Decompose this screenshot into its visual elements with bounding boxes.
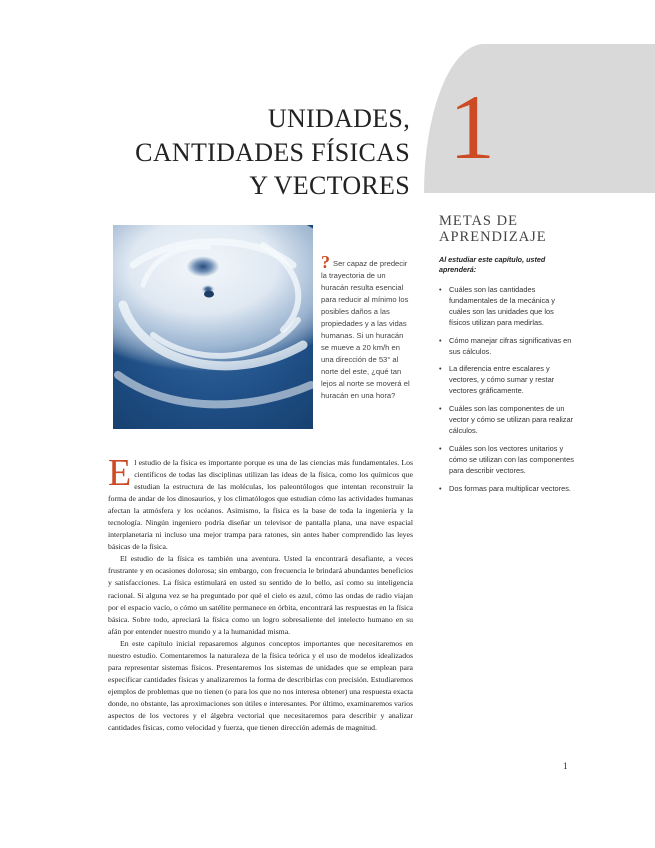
learning-goal-item <box>439 484 574 495</box>
learning-goal-text: Cómo manejar cifras significativas en sus cálculos. <box>449 335 572 356</box>
learning-goal-text: Dos formas para multiplicar vectores. <box>449 483 571 493</box>
bullet-icon: • <box>439 285 442 294</box>
page-number: 1 <box>563 761 568 771</box>
learning-goal-text: Cuáles son las cantidades fundamentales de la mecánica y cuáles son las unidades que los físicos utilizan para medirlas. <box>449 285 555 327</box>
body-paragraph <box>108 452 413 553</box>
learning-goal-item <box>439 285 574 329</box>
learning-goal-text: La diferencia entre escalares y vectores, y cómo sumar y restar vectores gráficamente. <box>449 364 555 396</box>
body-paragraph: En este capítulo inicial repasaremos algunos conceptos importantes que necesitaremos en nuestro estudio. Comentaremos la naturaleza de la física teórica y el uso de modelos idealizados para representar sistemas físicos. Presentaremos los sistemas de unidades que se emplean para especificar cantidades físicas y analizaremos la forma de describirlas con precisión. Estudiaremos ejemplos de problemas que no tienen (o para los que no nos interesa obtener) una respuesta exacta donde, no obstante, las aproximaciones son útiles e interesantes. Por último, examinaremos varios aspectos de los vectores y el álgebra vectorial que necesitaremos para describir y analizar cantidades físicas, como velocidad y fuerza, que tienen dirección además de magnitud. <box>108 638 413 733</box>
bullet-icon: • <box>439 443 442 453</box>
hurricane-photo <box>113 225 313 429</box>
learning-goals-intro: Al estudiar este capítulo, usted aprenderá: <box>439 255 546 274</box>
drop-cap: E <box>108 452 132 494</box>
bullet-icon: • <box>439 335 442 345</box>
hurricane-image <box>113 225 313 429</box>
learning-goals-heading-line: APRENDIZAJE <box>439 229 547 245</box>
learning-goal-item <box>439 404 574 437</box>
question-mark-icon: ? <box>321 252 330 272</box>
learning-goal-item <box>439 336 574 358</box>
bullet-icon: • <box>439 364 442 374</box>
learning-goals-heading-line: METAS DE <box>439 213 518 229</box>
question-text: Ser capaz de predecir la trayectoria de un huracán resulta esencial para reducir al mínimo los posibles daños a las propiedades y a las vidas humanas. Si un huracán se mueve a 20 km/h en una dirección de 53° al norte del este, ¿qué tan lejos al norte se moverá el huracán en una hora? <box>321 259 410 400</box>
chapter-number: 1 <box>449 76 495 178</box>
learning-goal-item <box>439 444 574 477</box>
chapter-title-line: UNIDADES, <box>267 104 410 133</box>
body-paragraph: El estudio de la física es también una aventura. Usted la encontrará desafiante, a veces frustrante y en ocasiones dolorosa; sin embargo, con frecuencia le brindará abundantes beneficios y satisfacciones. La física estimulará en usted su sentido de lo bello, así como su inteligencia racional. Si alguna vez se ha preguntado por qué el cielo es azul, cómo las ondas de radio viajan por el espacio vacío, o cómo un satélite permanece en órbita, encontrará las respuestas en la física básica. Sobre todo, apreciará la física como un logro sobresaliente del intelecto humano en su afán por entender nuestro mundo y a la humanidad misma. <box>108 554 413 636</box>
learning-goals-list <box>439 285 574 495</box>
learning-goal-item <box>439 364 574 397</box>
bullet-icon: • <box>439 483 442 493</box>
learning-goal-text: Cuáles son las componentes de un vector y cómo se utilizan para realizar cálculos. <box>449 404 574 435</box>
learning-goals-heading <box>439 213 574 245</box>
learning-goal-text: Cuáles son los vectores unitarios y cómo se utilizan con las componentes para describir vectores. <box>449 443 574 475</box>
body-paragraph-text: l estudio de la física es importante porque es una de las ciencias más fundamentales. Los científicos de todas las disciplinas utilizan las ideas de la física, como los químicos que estudian la estructura de las moléculas, los paleontólogos que intentan reconstruir la forma de andar de los dinosaurios, y los climatólogos que estudian cómo las actividades humanas afectan la atmósfera y los océanos. Asimismo, la física es la base de toda la ingeniería y la tecnología. Ningún ingeniero podría diseñar un televisor de pantalla plana, una nave espacial interplanetaria ni incluso una mejor trampa para ratones, sin antes haber comprendido las leyes básicas de la física. <box>108 458 413 552</box>
chapter-opening-question <box>321 252 411 402</box>
bullet-icon: • <box>439 404 442 414</box>
chapter-title-line: CANTIDADES FÍSICAS <box>135 137 410 167</box>
chapter-title-line: Y VECTORES <box>249 171 410 200</box>
learning-goals <box>439 213 574 502</box>
chapter-title <box>80 102 410 203</box>
chapter-intro-text <box>108 452 413 734</box>
